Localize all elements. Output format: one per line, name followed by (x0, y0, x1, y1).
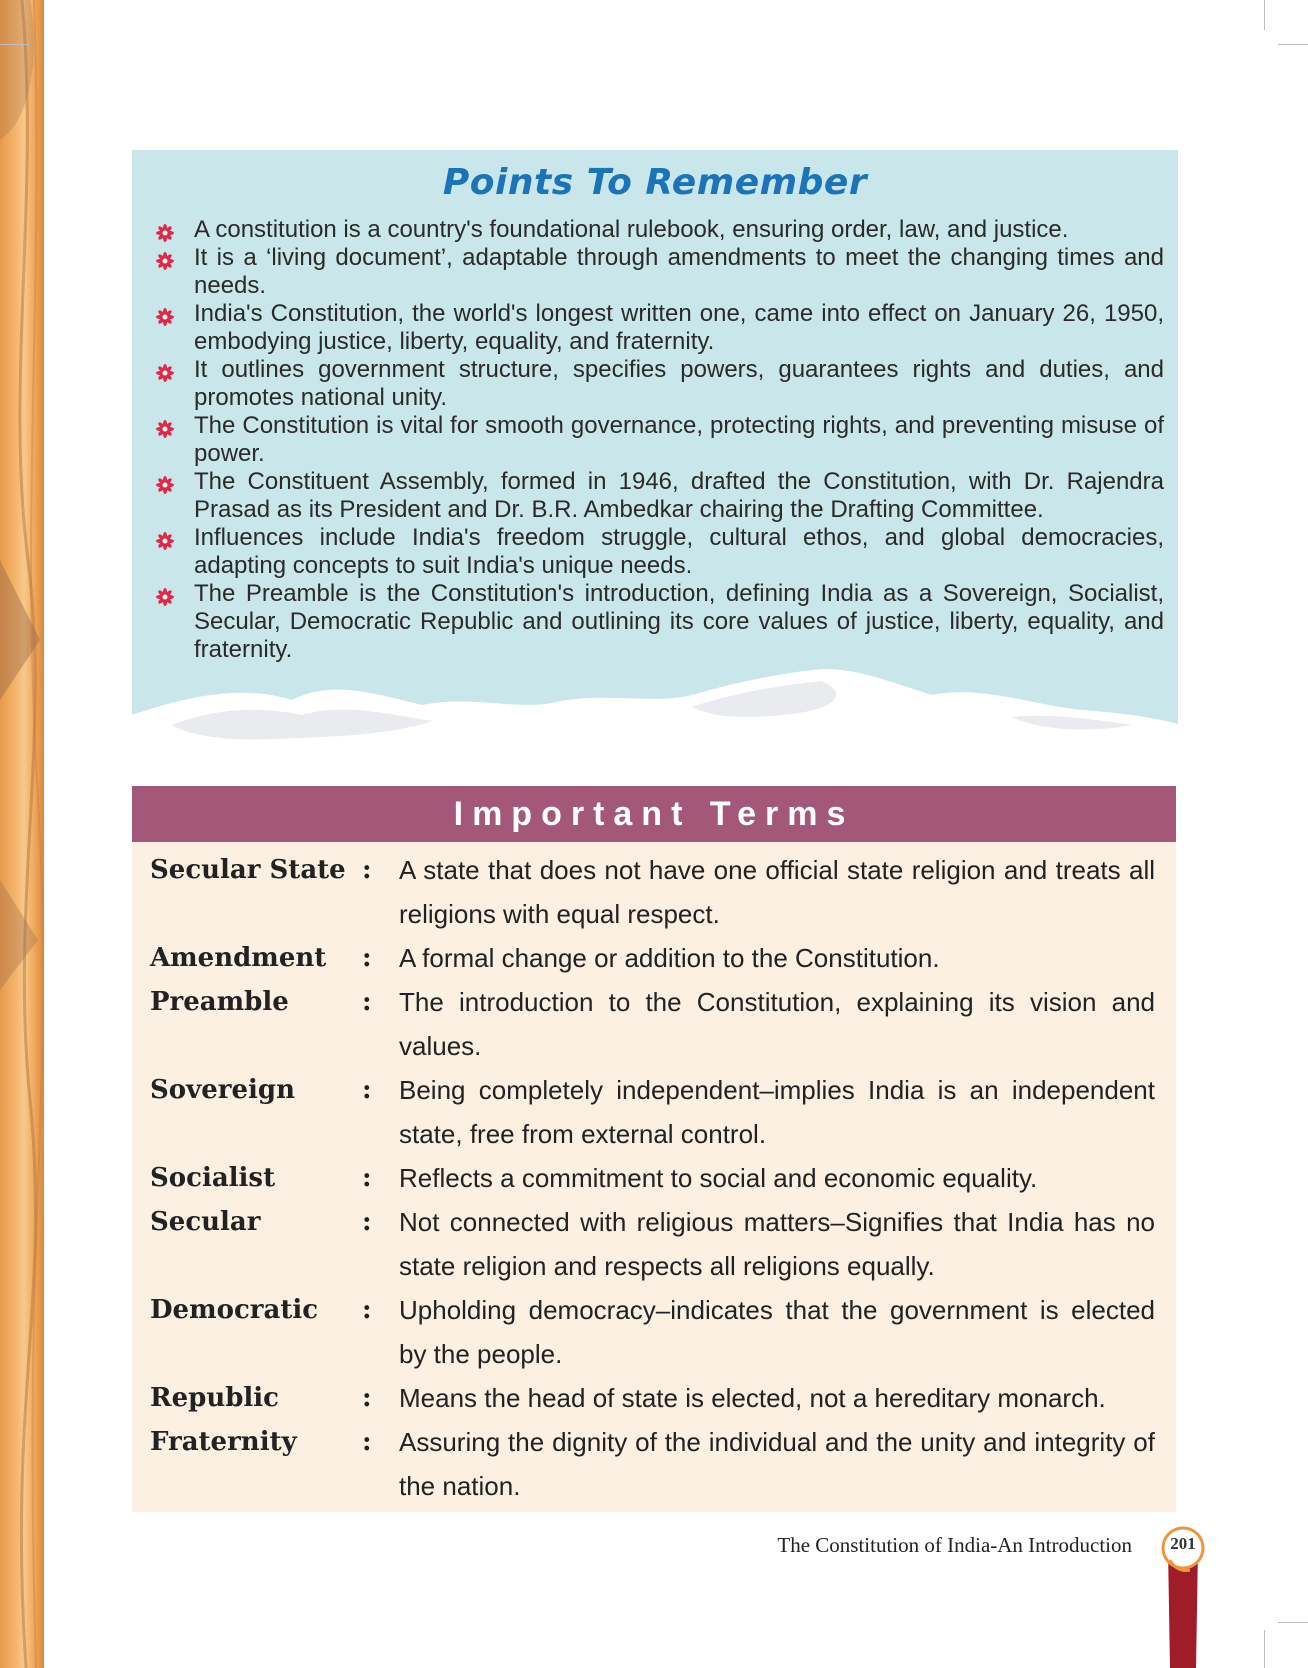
wood-pattern (0, 0, 44, 1668)
term-colon: : (362, 855, 372, 885)
flower-bullet-icon (156, 221, 174, 239)
points-title: Points To Remember (442, 162, 868, 203)
crop-mark (1278, 44, 1308, 45)
list-item: India's Constitution, the world's longest written one, came into effect on January 26, 1950, embodying justice, liberty, equality, and fraternity. (152, 300, 1164, 356)
term-definition: The introduction to the Constitution, explaining its vision and values. (399, 987, 1155, 1061)
term-colon: : (362, 1207, 372, 1237)
list-item: It outlines government structure, specifies powers, guarantees rights and duties, and promotes national unity. (152, 356, 1164, 412)
important-terms-body (132, 842, 1176, 1512)
term-colon: : (362, 987, 372, 1017)
term-name: Fraternity (150, 1427, 297, 1457)
term-name: Republic (150, 1383, 279, 1413)
term-colon: : (362, 1383, 372, 1413)
term-definition: Not connected with religious matters–Signifies that India has no state religion and respects all religions equally. (399, 1207, 1155, 1281)
term-colon: : (362, 1295, 372, 1325)
flower-bullet-icon (156, 529, 174, 547)
points-list (152, 216, 1164, 664)
list-item: Influences include India's freedom struggle, cultural ethos, and global democracies, adapting concepts to suit India's unique needs. (152, 524, 1164, 580)
flower-bullet-icon (156, 249, 174, 267)
flower-bullet-icon (156, 361, 174, 379)
term-name: Socialist (150, 1163, 276, 1193)
term-colon: : (362, 1163, 372, 1193)
list-item: A constitution is a country's foundational rulebook, ensuring order, law, and justice. (152, 216, 1164, 244)
list-item: It is a ‘living document’, adaptable through amendments to meet the changing times and needs. (152, 244, 1164, 300)
term-colon: : (362, 943, 372, 973)
term-definition: Means the head of state is elected, not a hereditary monarch. (399, 1383, 1106, 1413)
crop-mark (0, 44, 30, 45)
chapter-title-footer: The Constitution of India-An Introduction (777, 1533, 1132, 1557)
term-name: Amendment (150, 943, 327, 973)
flower-bullet-icon (156, 585, 174, 603)
term-definition: A formal change or addition to the Constitution. (399, 943, 940, 973)
flower-bullet-icon (156, 305, 174, 323)
term-name: Democratic (150, 1295, 319, 1325)
crop-mark (1278, 1622, 1308, 1623)
term-colon: : (362, 1075, 372, 1105)
term-name: Secular (150, 1207, 261, 1237)
flower-bullet-icon (156, 417, 174, 435)
term-definition: Reflects a commitment to social and economic equality. (399, 1163, 1038, 1193)
crop-mark (1264, 0, 1265, 30)
list-item: The Constituent Assembly, formed in 1946, drafted the Constitution, with Dr. Rajendra Prasad as its President and Dr. B.R. Ambedkar chairing the Drafting Committee. (152, 468, 1164, 524)
term-definition: Assuring the dignity of the individual and the unity and integrity of the nation. (399, 1427, 1155, 1501)
term-definition: Being completely independent–implies India is an independent state, free from external control. (399, 1075, 1155, 1149)
important-terms-header: Important Terms (132, 786, 1176, 842)
list-item: The Preamble is the Constitution's introduction, defining India as a Sovereign, Socialist, Secular, Democratic Republic and outlining its core values of justice, liberty, equality, and fraternity. (152, 580, 1164, 664)
snow-mountain-decoration (132, 655, 1182, 755)
flower-bullet-icon (156, 473, 174, 491)
term-definition: Upholding democracy–indicates that the government is elected by the people. (399, 1295, 1155, 1369)
page-number: 201 (1170, 1534, 1196, 1553)
crop-mark (1264, 1630, 1265, 1668)
decorative-side-strip (0, 0, 44, 1668)
list-item: The Constitution is vital for smooth governance, protecting rights, and preventing misuse of power. (152, 412, 1164, 468)
term-name: Sovereign (150, 1075, 295, 1105)
term-name: Preamble (150, 987, 289, 1017)
term-name: Secular State (150, 855, 346, 885)
term-definition: A state that does not have one official state religion and treats all religions with equal respect. (399, 855, 1155, 929)
points-to-remember-box (132, 150, 1178, 732)
term-colon: : (362, 1427, 372, 1457)
